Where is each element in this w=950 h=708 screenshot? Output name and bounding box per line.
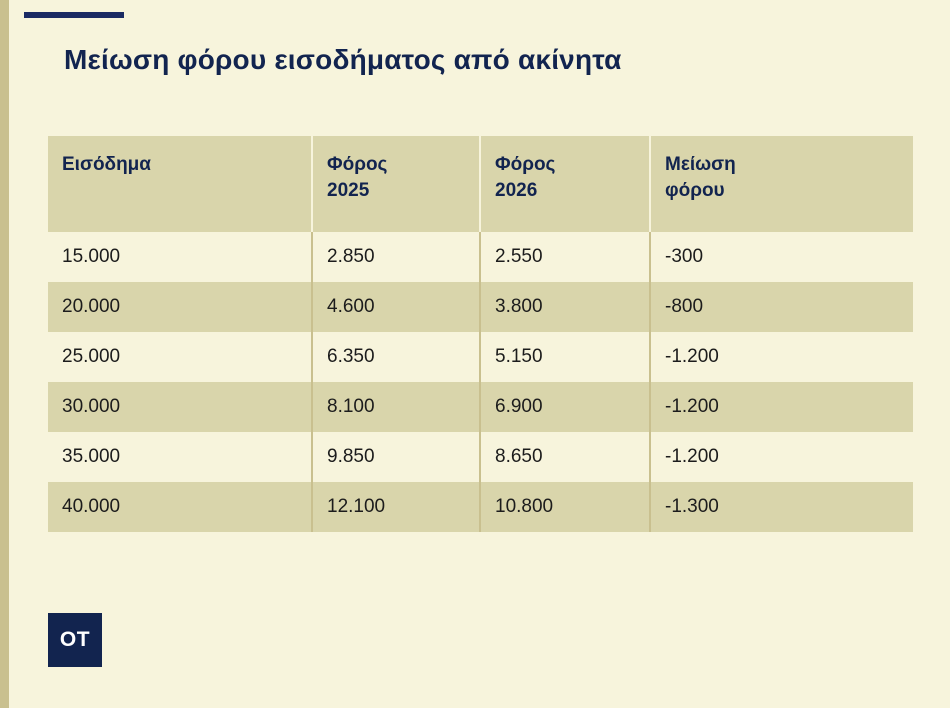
cell-tax-2026: 8.650 — [480, 432, 650, 482]
cell-income: 25.000 — [48, 332, 312, 382]
cell-tax-2025: 6.350 — [312, 332, 480, 382]
cell-income: 15.000 — [48, 232, 312, 282]
cell-tax-reduction: -800 — [650, 282, 913, 332]
logo-text: ΟΤ — [59, 628, 91, 651]
cell-tax-2026: 6.900 — [480, 382, 650, 432]
cell-tax-reduction: -1.200 — [650, 382, 913, 432]
column-header-tax-reduction-line2: φόρου — [665, 179, 725, 201]
cell-tax-2026: 3.800 — [480, 282, 650, 332]
table-row — [48, 382, 913, 432]
table-body — [48, 232, 913, 532]
cell-tax-2025: 8.100 — [312, 382, 480, 432]
column-header-tax-reduction — [650, 136, 913, 232]
cell-tax-reduction: -1.300 — [650, 482, 913, 532]
tax-reduction-table — [48, 136, 913, 532]
table-row — [48, 232, 913, 282]
column-header-tax-reduction-line1: Μείωση — [665, 154, 736, 175]
cell-tax-2025: 12.100 — [312, 482, 480, 532]
cell-income: 40.000 — [48, 482, 312, 532]
table-header-row — [48, 136, 913, 232]
top-accent-rule — [24, 12, 124, 18]
column-header-income — [48, 136, 312, 232]
column-header-tax-2025 — [312, 136, 480, 232]
table-row — [48, 482, 913, 532]
cell-tax-reduction: -1.200 — [665, 346, 719, 367]
cell-tax-reduction: -1.200 — [665, 446, 719, 467]
table-row — [48, 332, 913, 382]
cell-tax-reduction: -300 — [665, 246, 704, 267]
column-header-tax-2025-line1: Φόρος — [327, 154, 388, 175]
cell-income: 35.000 — [48, 432, 312, 482]
table-row — [48, 432, 913, 482]
cell-tax-2026: 2.550 — [480, 232, 650, 282]
tax-reduction-table-container — [48, 136, 913, 532]
table-row — [48, 282, 913, 332]
column-header-tax-2026 — [480, 136, 650, 232]
cell-income: 30.000 — [48, 382, 312, 432]
cell-income: 20.000 — [48, 282, 312, 332]
left-edge-rule — [0, 0, 9, 708]
cell-tax-2025: 9.850 — [312, 432, 480, 482]
logo — [48, 613, 102, 667]
cell-tax-2025: 2.850 — [312, 232, 480, 282]
cell-tax-2025: 4.600 — [312, 282, 480, 332]
page-title: Μείωση φόρου εισοδήματος από ακίνητα — [64, 44, 622, 75]
column-header-tax-2026-line2: 2026 — [495, 179, 538, 201]
table-header — [48, 136, 913, 232]
column-header-tax-2025-line2: 2025 — [327, 179, 370, 201]
cell-tax-2026: 5.150 — [480, 332, 650, 382]
cell-tax-2026: 10.800 — [480, 482, 650, 532]
column-header-income-line1: Εισόδημα — [62, 154, 151, 175]
column-header-tax-2026-line1: Φόρος — [495, 154, 556, 175]
